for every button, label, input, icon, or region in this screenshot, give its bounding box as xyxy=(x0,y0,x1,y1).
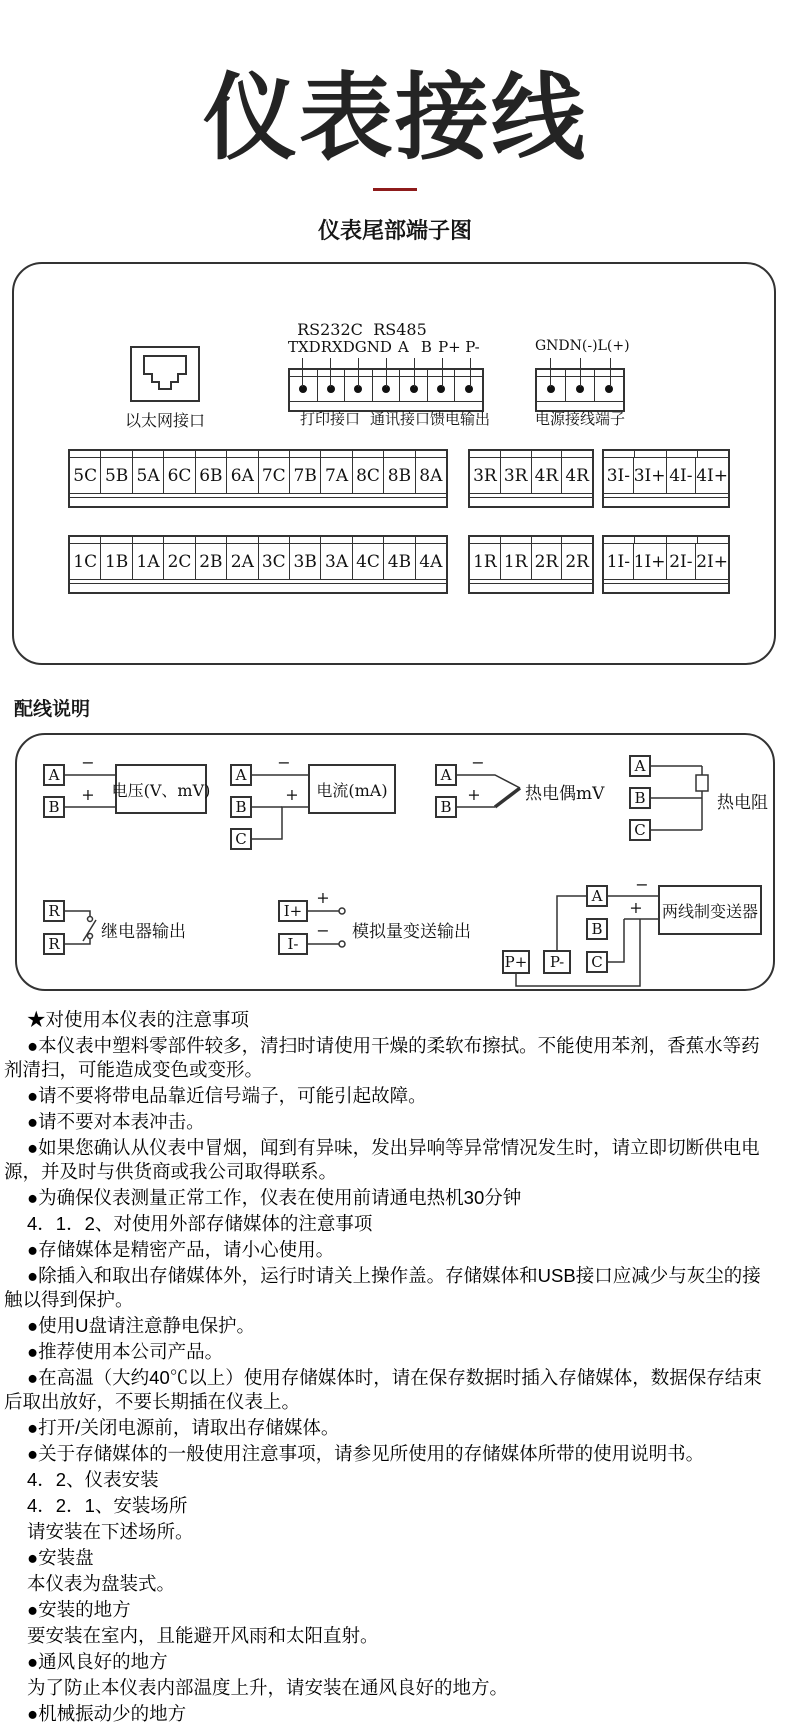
strip-cells xyxy=(470,458,592,494)
voltage-input-label: 电压(V、mV) xyxy=(115,764,207,814)
terminal-cell: 3A xyxy=(321,544,352,579)
analog-output-label: 模拟量变送输出 xyxy=(352,922,471,942)
terminal-cell: 6B xyxy=(196,458,227,493)
rtd-label: 热电阻 xyxy=(717,793,768,813)
minus-sign: − xyxy=(471,753,485,772)
strip-foot xyxy=(604,584,728,592)
pin-label: GND xyxy=(535,338,570,354)
terminal-cell: 1A xyxy=(133,544,164,579)
terminal-cell: 2A xyxy=(227,544,258,579)
current-terminal-a: A xyxy=(230,764,252,786)
terminal-cell: 2R xyxy=(565,551,589,572)
current-terminal-c: C xyxy=(230,828,252,850)
analog-terminal-iplus: I+ xyxy=(278,900,308,922)
notes-section xyxy=(4,1008,766,1728)
transmitter-label: 两线制变送器 xyxy=(658,885,762,935)
terminal-cell: 6A xyxy=(227,458,258,493)
rs485-label: RS485 xyxy=(373,320,427,339)
note-paragraph: ●使用U盘请注意静电保护。 xyxy=(27,1315,256,1336)
strip-foot xyxy=(70,584,446,592)
note-paragraph: 4．2．1、安装场所 xyxy=(27,1495,188,1516)
rtd-terminal-b: B xyxy=(629,787,651,809)
minus-sign: − xyxy=(81,753,95,772)
terminal-cell: 8B xyxy=(384,458,415,493)
note-paragraph: ●除插入和取出存储媒体外，运行时请关上操作盖。存储媒体和USB接口应减少与灰尘的接触以得到保护。 xyxy=(4,1265,761,1310)
ethernet-port-icon xyxy=(130,346,200,402)
pin-tick xyxy=(288,358,316,387)
terminal-cell: 8A xyxy=(419,465,443,486)
strip-top xyxy=(70,451,446,458)
pin-tick xyxy=(456,358,484,387)
transmitter-terminal-b: B xyxy=(586,918,608,940)
wiring-panel xyxy=(15,733,775,991)
voltage-terminal-b: B xyxy=(43,796,65,818)
pin-label: GND xyxy=(354,338,392,356)
minus-sign: − xyxy=(316,921,330,940)
note-paragraph: ●推荐使用本公司产品。 xyxy=(27,1341,224,1362)
terminal-cell: 3B xyxy=(290,544,321,579)
terminal-cell: 3C xyxy=(259,544,290,579)
plus-sign: + xyxy=(316,888,330,907)
terminal-cell: 5A xyxy=(133,458,164,493)
printer-port-caption: 打印接口 xyxy=(299,410,360,428)
thermocouple-terminal-a: A xyxy=(435,764,457,786)
note-paragraph: ●在高温（大约40℃以上）使用存储媒体时，请在保存数据时插入存储媒体，数据保存结束后取出放好，不要长期插在仪表上。 xyxy=(4,1367,762,1412)
terminal-cell: 4I- xyxy=(667,458,697,493)
terminal-cell: 3R xyxy=(501,458,532,493)
pin-tick xyxy=(535,358,565,387)
terminal-strip-row2-main xyxy=(68,535,448,594)
transmitter-terminal-pminus: P- xyxy=(543,950,571,974)
rtd-terminal-a: A xyxy=(629,755,651,777)
title-underline xyxy=(373,188,417,191)
relay-wires xyxy=(65,911,96,944)
transmitter-terminal-a: A xyxy=(586,885,608,907)
relay-terminal-r2: R xyxy=(43,933,65,955)
page-title: 仪表接线 xyxy=(202,65,587,170)
note-paragraph: 4．2、仪表安装 xyxy=(27,1469,159,1490)
terminal-strip-row1-relay xyxy=(468,449,594,508)
terminal-cell: 2C xyxy=(164,544,195,579)
note-paragraph: 4．1．2、对使用外部存储媒体的注意事项 xyxy=(27,1213,373,1234)
pin-label: A xyxy=(397,338,409,356)
note-paragraph: ●请不要对本表冲击。 xyxy=(27,1111,205,1132)
strip-foot xyxy=(604,498,728,506)
pin-label: P+ xyxy=(438,338,461,356)
terminal-cell: 1C xyxy=(70,544,101,579)
comm-port-caption: 通讯接口 xyxy=(369,410,430,428)
pin-label: RXD xyxy=(320,338,355,356)
terminal-cell: 4C xyxy=(353,544,384,579)
strip-cells xyxy=(70,544,446,580)
power-caption: 电源接线端子 xyxy=(534,410,625,428)
strip-cells xyxy=(604,458,728,494)
terminal-cell: 4R xyxy=(565,465,589,486)
pin-label: TXD xyxy=(288,338,321,356)
terminal-cell: 6C xyxy=(164,458,195,493)
plus-sign: + xyxy=(629,898,643,917)
strip-cells xyxy=(604,544,728,580)
note-paragraph: ●打开/关闭电源前，请取出存储媒体。 xyxy=(27,1417,340,1438)
plus-sign: + xyxy=(81,785,95,804)
strip-top xyxy=(470,537,592,544)
strip-top xyxy=(604,537,728,544)
note-paragraph: ●通风良好的地方 xyxy=(27,1651,168,1672)
terminal-cell: 5B xyxy=(101,458,132,493)
rs232c-label: RS232C xyxy=(297,320,363,339)
terminal-strip-row1-current xyxy=(602,449,730,508)
terminal-cell: 2R xyxy=(532,544,563,579)
strip-top xyxy=(604,451,728,458)
terminal-cell: 2I- xyxy=(667,544,697,579)
terminal-cell: 4A xyxy=(419,551,443,572)
note-paragraph: 为了防止本仪表内部温度上升，请安装在通风良好的地方。 xyxy=(27,1677,509,1698)
minus-sign: − xyxy=(277,753,291,772)
terminal-cell: 7A xyxy=(321,458,352,493)
terminal-cell: 4I+ xyxy=(696,465,728,486)
note-paragraph: ●存储媒体是精密产品，请小心使用。 xyxy=(27,1239,335,1260)
ethernet-label: 以太网接口 xyxy=(124,411,205,430)
pin-tick xyxy=(428,358,456,387)
note-paragraph: ●安装盘 xyxy=(27,1547,94,1568)
strip-top xyxy=(70,537,446,544)
pin-label: L(+) xyxy=(597,338,630,354)
pin-tick xyxy=(565,358,595,387)
terminal-cell: 1R xyxy=(470,544,501,579)
note-paragraph: ●请不要将带电品靠近信号端子，可能引起故障。 xyxy=(27,1085,427,1106)
terminal-cell: 7B xyxy=(290,458,321,493)
note-paragraph: 要安装在室内，且能避开风雨和太阳直射。 xyxy=(27,1625,379,1646)
strip-cells xyxy=(470,544,592,580)
terminal-strip-row2-current xyxy=(602,535,730,594)
note-paragraph: ●如果您确认从仪表中冒烟，闻到有异味，发出异响等异常情况发生时，请立即切断供电电源，并及时与供货商或我公司取得联系。 xyxy=(4,1137,760,1182)
pin-tick xyxy=(344,358,372,387)
terminal-cell: 8C xyxy=(353,458,384,493)
plus-sign: + xyxy=(467,785,481,804)
voltage-terminal-a: A xyxy=(43,764,65,786)
analog-terminal-iminus: I- xyxy=(278,933,308,955)
terminal-diagram-subtitle: 仪表尾部端子图 xyxy=(317,218,472,243)
relay-terminal-r1: R xyxy=(43,900,65,922)
note-paragraph: ★对使用本仪表的注意事项 xyxy=(27,1009,250,1030)
terminal-cell: 5C xyxy=(70,458,101,493)
terminal-strip-row1-main xyxy=(68,449,448,508)
pin-label: P- xyxy=(465,338,480,356)
rtd-wires xyxy=(651,766,708,830)
comm-pin-labels xyxy=(288,338,484,356)
note-paragraph: ●关于存储媒体的一般使用注意事项，请参见所使用的存储媒体所带的使用说明书。 xyxy=(27,1443,705,1464)
power-pin-labels xyxy=(535,338,630,356)
note-paragraph: ●安装的地方 xyxy=(27,1599,131,1620)
terminal-cell: 3R xyxy=(470,458,501,493)
note-paragraph: ●为确保仪表测量正常工作，仪表在使用前请通电热机30分钟 xyxy=(27,1187,522,1208)
transmitter-terminal-pplus: P+ xyxy=(502,950,530,974)
terminal-cell: 1R xyxy=(501,544,532,579)
terminal-cell: 4R xyxy=(532,458,563,493)
terminal-cell: 1B xyxy=(101,544,132,579)
terminal-strip-row2-relay xyxy=(468,535,594,594)
terminal-cell: 7C xyxy=(259,458,290,493)
relay-output-label: 继电器输出 xyxy=(101,922,186,942)
rj45-jack-icon xyxy=(132,348,198,400)
strip-foot xyxy=(70,498,446,506)
transmitter-terminal-c: C xyxy=(586,951,608,973)
strip-top xyxy=(470,451,592,458)
plus-sign: + xyxy=(285,785,299,804)
minus-sign: − xyxy=(635,875,649,894)
terminal-cell: 2B xyxy=(196,544,227,579)
note-paragraph: 请安装在下述场所。 xyxy=(27,1521,194,1542)
thermocouple-label: 热电偶mV xyxy=(525,784,605,804)
pin-tick xyxy=(400,358,428,387)
strip-foot xyxy=(470,584,592,592)
pin-label: B xyxy=(420,338,432,356)
note-paragraph: ●本仪表中塑料零部件较多，清扫时请使用干燥的柔软布擦拭。不能使用苯剂，香蕉水等药剂清扫，可能造成变色或变形。 xyxy=(4,1035,760,1080)
pin-tick xyxy=(595,358,625,387)
feed-output-caption: 馈电输出 xyxy=(429,410,490,428)
terminal-cell: 1I- xyxy=(604,544,634,579)
pin-tick xyxy=(316,358,344,387)
thermocouple-terminal-b: B xyxy=(435,796,457,818)
pin-label: N(-) xyxy=(569,338,598,354)
current-input-label: 电流(mA) xyxy=(308,764,396,814)
terminal-cell: 3I- xyxy=(604,458,634,493)
note-paragraph: ●机械振动少的地方 xyxy=(27,1703,187,1724)
rtd-terminal-c: C xyxy=(629,819,651,841)
terminal-panel xyxy=(12,262,776,665)
wiring-section-heading: 配线说明 xyxy=(14,699,91,720)
strip-cells xyxy=(70,458,446,494)
note-paragraph: 本仪表为盘装式。 xyxy=(27,1573,176,1594)
comm-pin-ticks xyxy=(288,358,484,387)
terminal-cell: 4B xyxy=(384,544,415,579)
current-terminal-b: B xyxy=(230,796,252,818)
terminal-cell: 3I+ xyxy=(634,458,667,493)
power-pin-ticks xyxy=(535,358,625,387)
pin-tick xyxy=(372,358,400,387)
strip-foot xyxy=(470,498,592,506)
terminal-cell: 2I+ xyxy=(696,551,728,572)
terminal-cell: 1I+ xyxy=(634,544,667,579)
